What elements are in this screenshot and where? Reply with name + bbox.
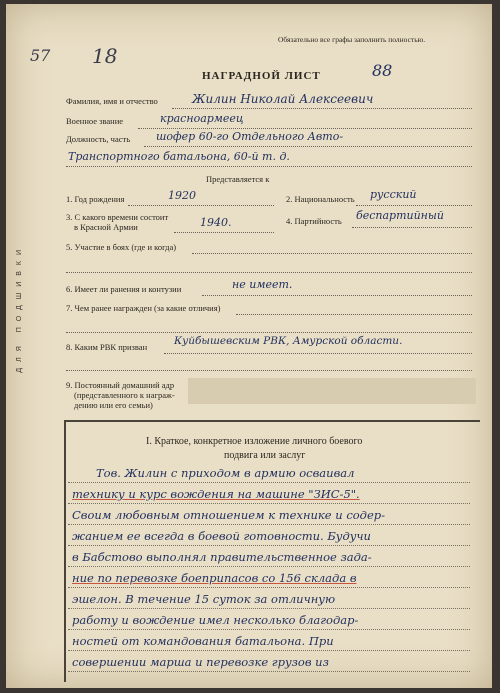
narrative-line-1: Тов. Жилин с приходом в армию осваивал — [96, 466, 355, 480]
section-title-1: I. Краткое, конкретное изложение личного боевого — [146, 436, 363, 447]
side-binding-text: ДЛЯ ПОДШИВКИ — [16, 244, 23, 373]
wounds-label: 6. Имеет ли ранения и контузии — [66, 284, 182, 294]
wounds-line — [202, 295, 472, 296]
rvk-label: 8. Каким РВК призван — [66, 342, 148, 352]
army-label-1: 3. С какого времени состоит — [66, 212, 169, 222]
top-mark: 88 — [372, 61, 393, 80]
rvk-line-1 — [164, 353, 472, 354]
corner-number-right: 18 — [92, 44, 118, 68]
wounds-value: не имеет. — [232, 278, 293, 291]
birth-label: 1. Год рождения — [66, 194, 125, 204]
position-line-1 — [144, 146, 472, 147]
name-line — [172, 108, 472, 109]
awards-label: 7. Чем ранее награжден (за какие отличия) — [66, 303, 221, 313]
narrative-line-8: работу и вождение имел несколько благодар- — [72, 613, 359, 627]
awards-line-2 — [66, 332, 472, 333]
address-label-3: дению или его семьи) — [74, 400, 153, 410]
narrative-line-4: жанием ее всегда в боевой готовности. Будучи — [72, 529, 371, 543]
rank-line — [138, 128, 472, 129]
ruled-line — [68, 524, 470, 525]
ruled-line — [68, 503, 470, 504]
presented-label: Представляется к — [206, 174, 270, 184]
birth-value: 1920 — [168, 189, 196, 202]
battles-label: 5. Участие в боях (где и когда) — [66, 242, 177, 252]
award-sheet — [6, 4, 492, 688]
ruled-line — [68, 566, 470, 567]
party-value: беспартийный — [356, 209, 444, 222]
awards-line-1 — [236, 314, 472, 315]
address-redaction — [188, 378, 476, 404]
narrative-line-10: совершении марша и перевозке грузов из — [72, 655, 329, 669]
ruled-line — [68, 650, 470, 651]
position-value-1: шофер 60-го Отдельного Авто- — [156, 130, 344, 143]
name-value: Жилин Николай Алексеевич — [192, 92, 374, 106]
rvk-line-2 — [66, 370, 472, 371]
section-divider — [64, 420, 480, 422]
army-value: 1940. — [200, 216, 232, 229]
army-line — [174, 232, 274, 233]
address-label-2: (представленного к награж- — [74, 390, 175, 400]
ruled-line — [68, 629, 470, 630]
corner-number-left: 57 — [30, 46, 51, 65]
section-title-2: подвига или заслуг — [224, 450, 306, 461]
ruled-line — [68, 608, 470, 609]
address-label-1: 9. Постоянный домашний адр — [66, 380, 175, 390]
name-label: Фамилия, имя и отчество — [66, 96, 158, 106]
party-label: 4. Партийность — [286, 216, 342, 226]
ruled-line — [68, 545, 470, 546]
narrative-line-3: Своим любовным отношением к технике и содер- — [72, 508, 386, 522]
army-label-2: в Красной Армии — [74, 222, 138, 232]
rank-label: Военное звание — [66, 116, 124, 126]
ruled-line — [68, 671, 470, 672]
narrative-line-6: ние по перевозке боеприпасов со 156 склада в — [72, 571, 357, 585]
battles-line-2 — [66, 272, 472, 273]
ruled-line — [68, 587, 470, 588]
position-line-2 — [66, 166, 472, 167]
narrative-line-7: эшелон. В течение 15 суток за отличную — [72, 592, 336, 606]
rvk-value: Куйбышевским РВК, Амурской области. — [174, 335, 403, 347]
party-line — [352, 227, 472, 228]
position-label: Должность, часть — [66, 134, 131, 144]
rank-value: красноармеец — [160, 112, 244, 125]
left-margin-rule — [64, 420, 66, 682]
narrative-line-9: ностей от командования батальона. При — [72, 634, 334, 648]
battles-line-1 — [192, 253, 472, 254]
birth-line — [128, 205, 274, 206]
document-title: НАГРАДНОЙ ЛИСТ — [202, 70, 321, 82]
position-value-2: Транспортного батальона, 60-й т. д. — [68, 150, 290, 163]
narrative-line-2: технику и курс вождения на машине "ЗИС-5". — [72, 487, 360, 501]
header-note: Обязательно все графы заполнить полностью. — [278, 35, 426, 44]
nationality-line — [356, 205, 472, 206]
nationality-value: русский — [370, 188, 417, 201]
nationality-label: 2. Национальность — [286, 194, 355, 204]
narrative-line-5: в Бабстово выполнял правительственное зада- — [72, 550, 372, 564]
ruled-line — [68, 482, 470, 483]
